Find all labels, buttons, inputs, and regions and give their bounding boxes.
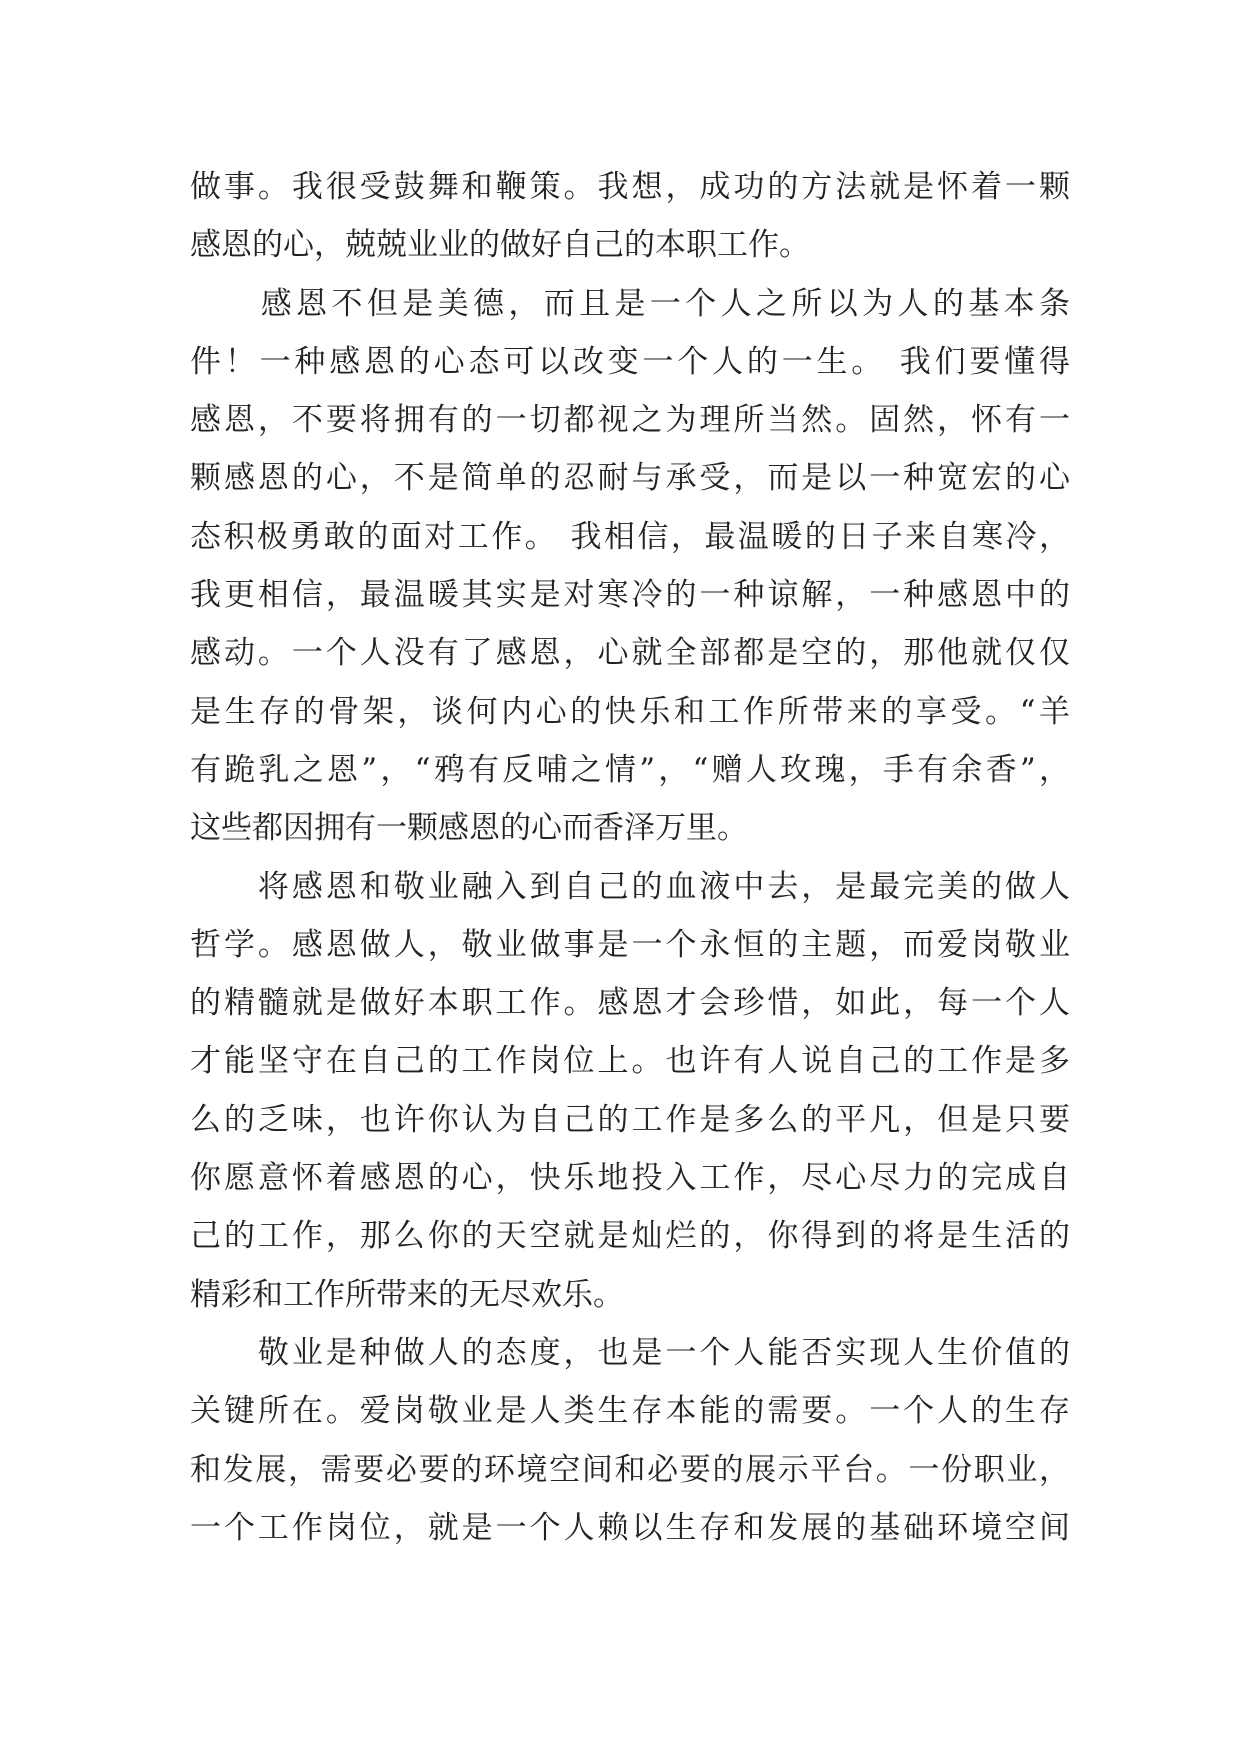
text-line: 关键所在。爱岗敬业是人类生存本能的需要。一个人的生存 — [190, 1393, 1070, 1430]
text-line: 的精髓就是做好本职工作。感恩才会珍惜，如此，每一个人 — [190, 985, 1070, 1022]
text-line: 感动。一个人没有了感恩，心就全部都是空的，那他就仅仅 — [190, 635, 1070, 672]
text-line: 做事。我很受鼓舞和鞭策。我想，成功的方法就是怀着一颗 — [190, 169, 1070, 205]
text-line: 敬业是种做人的态度，也是一个人能否实现人生价值的 — [190, 1334, 1070, 1371]
text-line: 哲学。感恩做人，敬业做事是一个永恒的主题，而爱岗敬业 — [190, 926, 1070, 963]
text-line: 态积极勇敢的面对工作。 我相信，最温暖的日子来自寒冷， — [190, 518, 1070, 555]
text-line: 一个工作岗位，就是一个人赖以生存和发展的基础环境空间 — [190, 1509, 1070, 1546]
text-line: 有跪乳之恩”，“鸦有反哺之情”，“赠人玫瑰，手有余香”， — [190, 751, 1070, 788]
text-line: 你愿意怀着感恩的心，快乐地投入工作，尽心尽力的完成自 — [190, 1160, 1070, 1197]
paragraph-4 — [190, 1324, 1070, 1557]
text-line: 将感恩和敬业融入到自己的血液中去，是最完美的做人 — [190, 868, 1070, 905]
text-line: 件！一种感恩的心态可以改变一个人的一生。 我们要懂得 — [190, 343, 1070, 380]
text-line: 么的乏味，也许你认为自己的工作是多么的平凡，但是只要 — [190, 1101, 1070, 1138]
text-line: 和发展，需要必要的环境空间和必要的展示平台。一份职业， — [190, 1451, 1070, 1488]
paragraph-3 — [190, 858, 1070, 1324]
text-line: 感恩不但是美德，而且是一个人之所以为人的基本条 — [190, 285, 1070, 322]
text-line: 是生存的骨架，谈何内心的快乐和工作所带来的享受。“羊 — [190, 693, 1070, 730]
text-line: 己的工作，那么你的天空就是灿烂的，你得到的将是生活的 — [190, 1218, 1070, 1255]
text-line: 这些都因拥有一颗感恩的心而香泽万里。 — [190, 810, 748, 847]
document-body — [190, 158, 1070, 1557]
text-line: 才能坚守在自己的工作岗位上。也许有人说自己的工作是多 — [190, 1043, 1070, 1080]
text-line: 感恩的心，兢兢业业的做好自己的本职工作。 — [190, 227, 810, 264]
paragraph-2 — [190, 275, 1070, 858]
text-line: 颗感恩的心，不是简单的忍耐与承受，而是以一种宽宏的心 — [190, 460, 1070, 497]
text-line: 精彩和工作所带来的无尽欢乐。 — [190, 1276, 624, 1313]
paragraph-1 — [190, 158, 1070, 275]
text-line: 我更相信，最温暖其实是对寒冷的一种谅解，一种感恩中的 — [190, 577, 1070, 614]
text-line: 感恩，不要将拥有的一切都视之为理所当然。固然，怀有一 — [190, 402, 1070, 439]
